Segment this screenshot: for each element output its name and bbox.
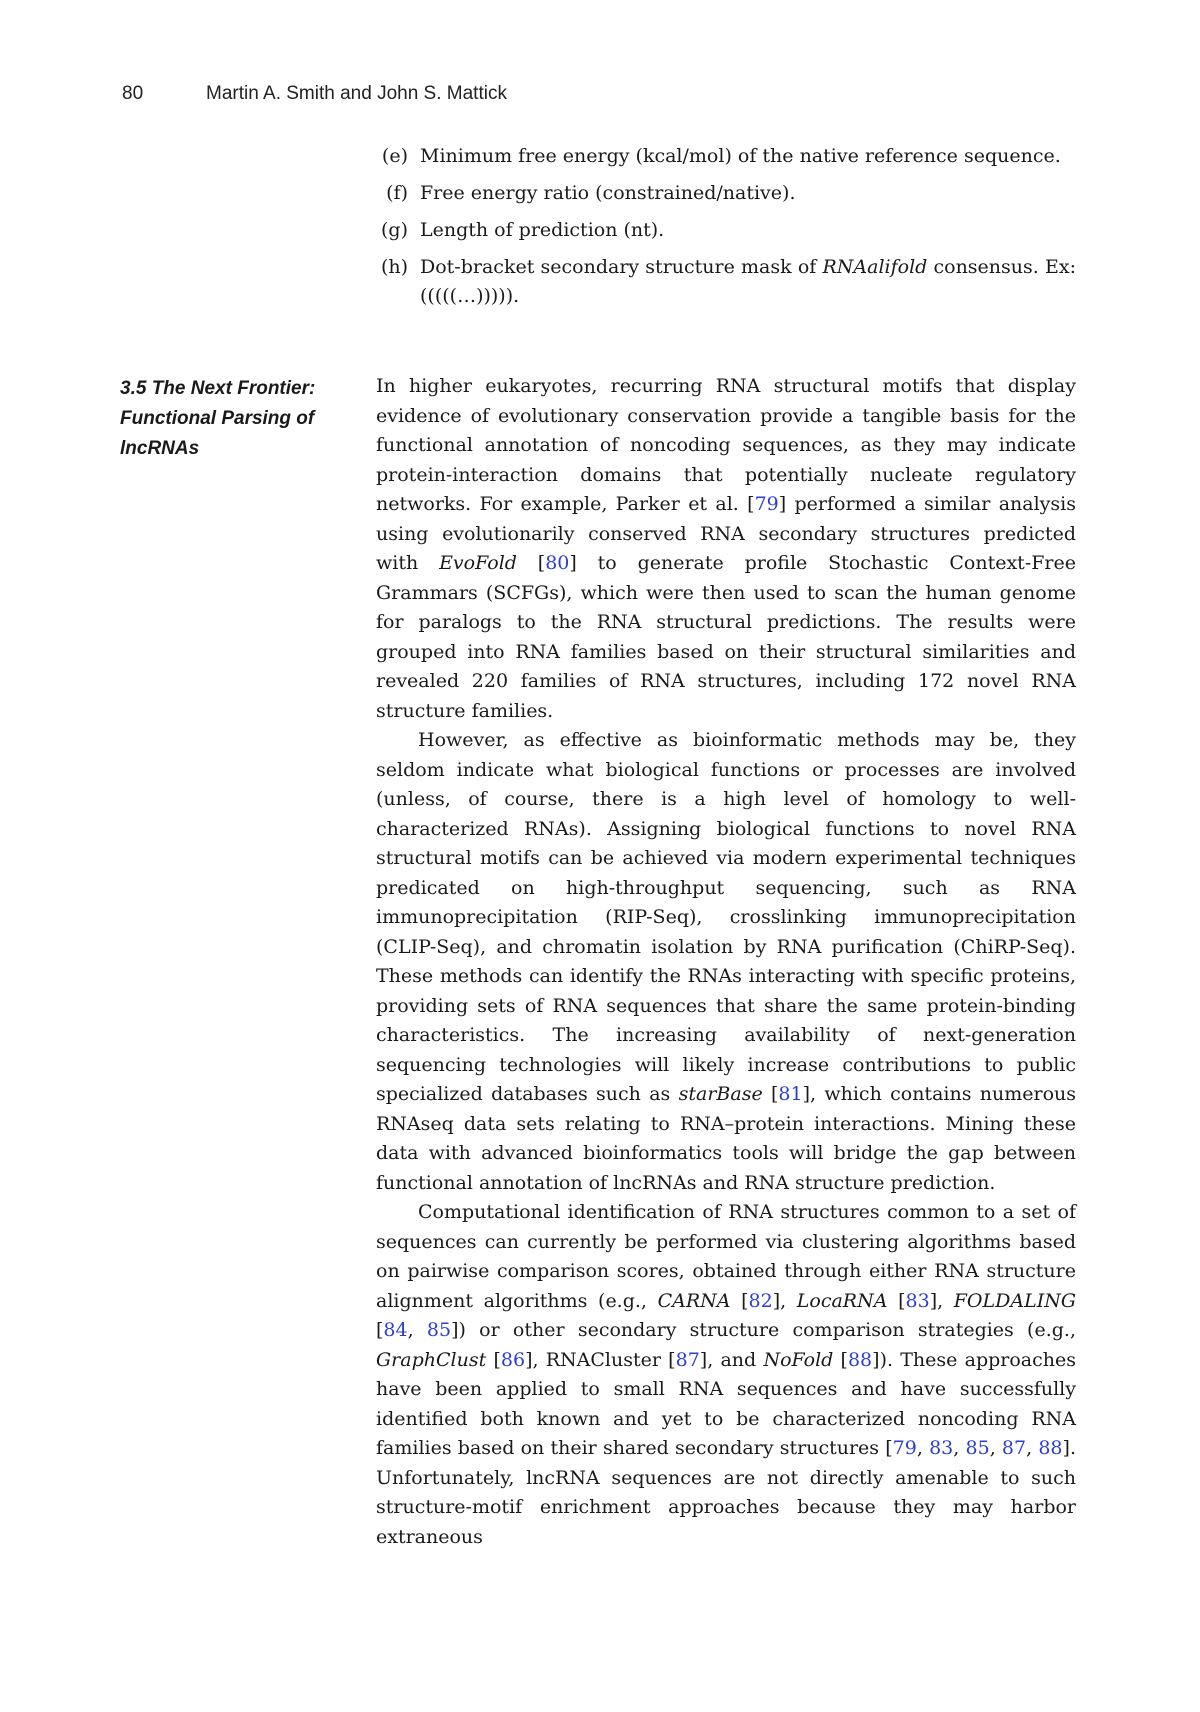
list-item xyxy=(376,142,1076,171)
paragraph: In higher eukaryotes, recurring RNA structural motifs that display evidence of evolutionary conservation provide a tangible basis for the functional annotation of noncoding sequences, as they may indicate protein-interaction domains that potentially nucleate regulatory networks. For example, Parker et al. [79] performed a similar analysis using evolutionarily conserved RNA secondary structures predicted with EvoFold [80] to generate profile Stochastic Context-Free Grammars (SCFGs), which were then used to scan the human genome for paralogs to the RNA structural predictions. The results were grouped into RNA families based on their structural similarities and revealed 220 families of RNA structures, including 172 novel RNA structure families. xyxy=(376,375,1076,722)
citation-link[interactable]: 84 xyxy=(383,1319,408,1341)
tool-name: RNAalifold xyxy=(822,256,928,278)
body-text xyxy=(376,372,1076,1552)
paragraph: However, as effective as bioinformatic methods may be, they seldom indicate what biological functions or processes are involved (unless, of course, there is a high level of homology to well-characterized RNAs). Assigning biological functions to novel RNA structural motifs can be achieved via modern experimental techniques predicated on high-throughput sequencing, such as RNA immunoprecipitation (RIP-Seq), crosslinking immunoprecipitation (CLIP-Seq), and chromatin isolation by RNA purification (ChiRP-Seq). These methods can identify the RNAs interacting with specific proteins, providing sets of RNA sequences that share the same protein-binding characteristics. The increasing availability of next-generation sequencing technologies will likely increase contributions to public specialized databases such as starBase [81], which contains numerous RNAseq data sets relating to RNA–protein interactions. Mining these data with advanced bioinformatics tools will bridge the gap between functional annotation of lncRNAs and RNA structure prediction. xyxy=(376,729,1076,1194)
citation-link[interactable]: 79 xyxy=(892,1437,917,1459)
list-item-text: Dot-bracket secondary structure mask of RNAalifold consensus. Ex: (((((…))))). xyxy=(420,256,1076,307)
citation-link[interactable]: 85 xyxy=(965,1437,990,1459)
list-item-text: Length of prediction (nt). xyxy=(420,219,665,241)
tool-name: GraphClust xyxy=(376,1348,487,1371)
paragraph: Computational identification of RNA structures common to a set of sequences can currently be performed via clustering algorithms based on pairwise comparison scores, obtained through either RNA structure alignment algorithms (e.g., CARNA [82], LocaRNA [83], FOLDALING [84, 85]) or other secondary structure comparison strategies (e.g., GraphClust [86], RNACluster [87], and NoFold [88]). These approaches have been applied to small RNA sequences and have successfully identified both known and yet to be characterized noncoding RNA families based on their shared secondary structures [79, 83, 85, 87, 88]. Unfortunately, lncRNA sequences are not directly amenable to such structure-motif enrichment approaches because they may harbor extraneous xyxy=(376,1201,1077,1548)
citation-link[interactable]: 85 xyxy=(426,1319,452,1341)
citation-link[interactable]: 81 xyxy=(778,1083,803,1105)
list-item xyxy=(376,253,1076,311)
list-item xyxy=(376,179,1076,208)
list-item-text: Free energy ratio (constrained/native). xyxy=(420,182,796,204)
tool-name: NoFold xyxy=(763,1348,834,1371)
running-head: Martin A. Smith and John S. Mattick xyxy=(206,83,507,104)
citation-link[interactable]: 88 xyxy=(847,1348,873,1371)
citation-link[interactable]: 83 xyxy=(929,1437,954,1459)
citation-link[interactable]: 87 xyxy=(1001,1437,1027,1459)
list-item xyxy=(376,216,1076,245)
list-item-label: (e) xyxy=(381,145,408,167)
section-heading: 3.5 The Next Frontier: Functional Parsing of lncRNAs xyxy=(120,378,316,459)
citation-link[interactable]: 83 xyxy=(905,1289,930,1312)
citation-link[interactable]: 79 xyxy=(754,493,779,515)
citation-link[interactable]: 87 xyxy=(675,1348,700,1371)
citation-link[interactable]: 88 xyxy=(1038,1437,1063,1459)
page-number: 80 xyxy=(122,83,144,104)
tool-name: FOLDALING xyxy=(953,1289,1077,1312)
tool-name: starBase xyxy=(678,1083,763,1105)
tool-name: EvoFold xyxy=(439,552,517,574)
citation-link[interactable]: 82 xyxy=(748,1289,773,1312)
list-item-label: (h) xyxy=(380,256,408,278)
list-item-label: (g) xyxy=(381,219,408,241)
citation-link[interactable]: 86 xyxy=(500,1348,526,1371)
tool-name: LocaRNA xyxy=(796,1289,888,1312)
tool-name: CARNA xyxy=(657,1289,731,1312)
citation-link[interactable]: 80 xyxy=(545,552,570,574)
list-item-text: Minimum free energy (kcal/mol) of the native reference sequence. xyxy=(420,145,1061,167)
list-item-label: (f) xyxy=(386,182,408,204)
enumerated-list xyxy=(376,142,1076,319)
